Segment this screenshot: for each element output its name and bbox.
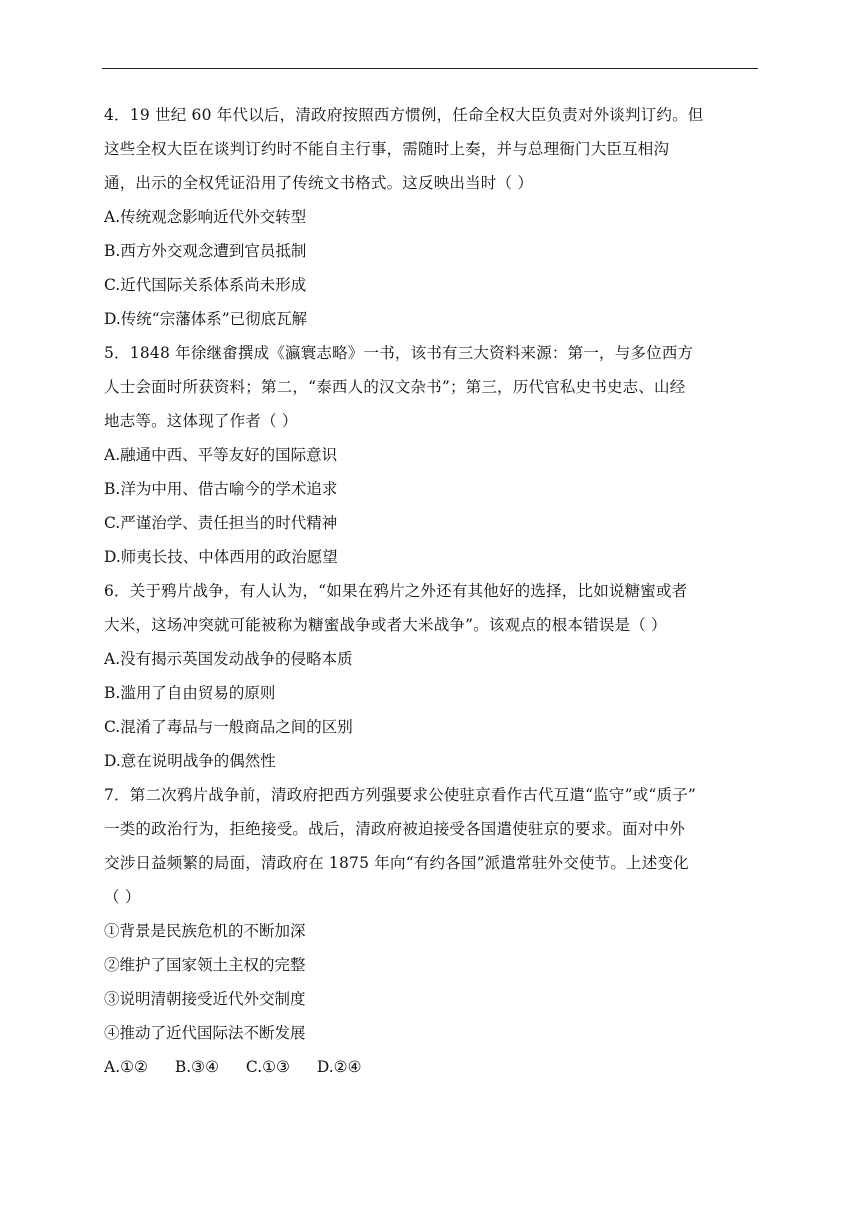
choice-d: D.②④ xyxy=(316,1058,362,1076)
option-c: C.混淆了毒品与一般商品之间的区别 xyxy=(104,718,353,736)
option-c: C.近代国际关系体系尚未形成 xyxy=(104,276,307,294)
answer-choices xyxy=(104,1050,758,1084)
statement-4: ④推动了近代国际法不断发展 xyxy=(104,1024,306,1042)
question-stem-line: 通，出示的全权凭证沿用了传统文书格式。这反映出当时（ ） xyxy=(104,174,534,192)
option-b: B.滥用了自由贸易的原则 xyxy=(104,684,276,702)
option-a: A.传统观念影响近代外交转型 xyxy=(104,208,307,226)
choice-c: C.①③ xyxy=(245,1058,290,1076)
question-4 xyxy=(104,98,758,336)
question-6 xyxy=(104,574,758,778)
question-stem-line: 这些全权大臣在谈判订约时不能自主行事，需随时上奏，并与总理衙门大臣互相沟 xyxy=(104,140,670,158)
question-stem-line: 交涉日益频繁的局面，清政府在 1875 年向“有约各国”派遣常驻外交使节。上述变化 xyxy=(104,854,689,872)
option-a: A.没有揭示英国发动战争的侵略本质 xyxy=(104,650,353,668)
option-d: D.意在说明战争的偶然性 xyxy=(104,752,276,770)
option-b: B.洋为中用、借古喻今的学术追求 xyxy=(104,480,338,498)
question-stem-line: 地志等。这体现了作者（ ） xyxy=(104,412,298,430)
question-stem-line: 4．19 世纪 60 年代以后，清政府按照西方惯例，任命全权大臣负责对外谈判订约。但 xyxy=(104,106,704,124)
option-d: D.师夷长技、中体西用的政治愿望 xyxy=(104,548,338,566)
option-b: B.西方外交观念遭到官员抵制 xyxy=(104,242,307,260)
question-stem-line: （ ） xyxy=(104,888,141,906)
question-7 xyxy=(104,778,758,1084)
question-stem-line: 一类的政治行为，拒绝接受。战后，清政府被迫接受各国遣使驻京的要求。面对中外 xyxy=(104,820,685,838)
question-stem-line: 人士会面时所获资料；第二，“泰西人的汉文杂书”；第三，历代官私史书史志、山经 xyxy=(104,378,686,396)
header-rule xyxy=(102,68,758,69)
option-d: D.传统“宗藩体系”已彻底瓦解 xyxy=(104,310,308,328)
question-stem-line: 6．关于鸦片战争，有人认为，“如果在鸦片之外还有其他好的选择，比如说糖蜜或者 xyxy=(104,582,688,600)
statement-1: ①背景是民族危机的不断加深 xyxy=(104,922,306,940)
statement-2: ②维护了国家领土主权的完整 xyxy=(104,956,306,974)
question-list xyxy=(104,98,758,1084)
question-5 xyxy=(104,336,758,574)
question-stem-line: 5．1848 年徐继畬撰成《瀛寰志略》一书，该书有三大资料来源：第一，与多位西方 xyxy=(104,344,694,362)
option-a: A.融通中西、平等友好的国际意识 xyxy=(104,446,338,464)
statement-3: ③说明清朝接受近代外交制度 xyxy=(104,990,306,1008)
option-c: C.严谨治学、责任担当的时代精神 xyxy=(104,514,338,532)
choice-b: B.③④ xyxy=(174,1058,219,1076)
question-stem-line: 大米，这场冲突就可能被称为糖蜜战争或者大米战争”。该观点的根本错误是（ ） xyxy=(104,616,667,634)
question-stem-line: 7．第二次鸦片战争前，清政府把西方列强要求公使驻京看作古代互遣“监守”或“质子” xyxy=(104,786,697,804)
choice-a: A.①② xyxy=(104,1058,148,1076)
